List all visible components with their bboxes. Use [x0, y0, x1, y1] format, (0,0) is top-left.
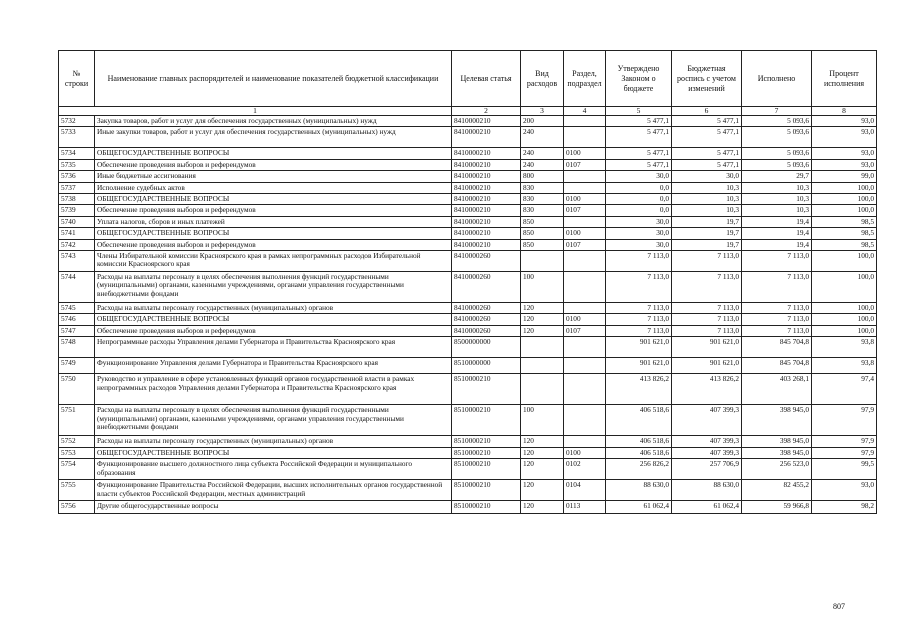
percent-cell: 100,0: [812, 314, 877, 325]
table-row: [59, 303, 877, 314]
target-article-cell: 8410000210: [452, 216, 521, 227]
approved-cell: 61 062,4: [606, 501, 672, 514]
expense-type-cell: 850: [521, 239, 564, 250]
expense-type-cell: 850: [521, 216, 564, 227]
header-section: Раздел, подраздел: [564, 51, 606, 107]
section-cell: 0107: [564, 325, 606, 336]
row-number-cell: 5738: [59, 194, 95, 205]
executed-cell: 82 455,2: [742, 480, 812, 501]
target-article-cell: 8510000210: [452, 501, 521, 514]
target-article-cell: 8510000210: [452, 447, 521, 458]
budget-list-cell: 413 826,2: [672, 374, 742, 405]
row-number-cell: 5747: [59, 325, 95, 336]
approved-cell: 406 518,6: [606, 405, 672, 436]
name-cell: Иные бюджетные ассигнования: [95, 171, 452, 182]
approved-cell: 30,0: [606, 239, 672, 250]
percent-cell: 93,8: [812, 337, 877, 358]
approved-cell: 5 477,1: [606, 159, 672, 170]
approved-cell: 0,0: [606, 182, 672, 193]
table-row: [59, 205, 877, 216]
expense-type-cell: 800: [521, 171, 564, 182]
expense-type-cell: 100: [521, 272, 564, 303]
budget-list-cell: 901 621,0: [672, 337, 742, 358]
executed-cell: 5 093,6: [742, 127, 812, 148]
expense-type-cell: 120: [521, 325, 564, 336]
name-cell: ОБЩЕГОСУДАРСТВЕННЫЕ ВОПРОСЫ: [95, 228, 452, 239]
budget-list-cell: 257 706,9: [672, 459, 742, 480]
executed-cell: 19,4: [742, 228, 812, 239]
approved-cell: 0,0: [606, 194, 672, 205]
approved-cell: 30,0: [606, 171, 672, 182]
name-cell: Другие общегосударственные вопросы: [95, 501, 452, 514]
target-article-cell: 8410000210: [452, 205, 521, 216]
percent-cell: 98,5: [812, 216, 877, 227]
header-expense-type: Вид расходов: [521, 51, 564, 107]
approved-cell: 5 477,1: [606, 116, 672, 127]
table-row: [59, 116, 877, 127]
section-cell: [564, 251, 606, 272]
name-cell: Непрограммные расходы Управления делами Губернатора и Правительства Красноярского края: [95, 337, 452, 358]
target-article-cell: 8410000210: [452, 228, 521, 239]
row-number-cell: 5741: [59, 228, 95, 239]
table-row: [59, 436, 877, 447]
budget-list-cell: 10,3: [672, 194, 742, 205]
expense-type-cell: 120: [521, 447, 564, 458]
row-number-cell: 5746: [59, 314, 95, 325]
approved-cell: 406 518,6: [606, 436, 672, 447]
expense-type-cell: 240: [521, 148, 564, 159]
name-cell: Обеспечение проведения выборов и референдумов: [95, 159, 452, 170]
column-number: 5: [606, 107, 672, 116]
percent-cell: 97,9: [812, 447, 877, 458]
table-row: [59, 228, 877, 239]
executed-cell: 7 113,0: [742, 272, 812, 303]
section-cell: 0104: [564, 480, 606, 501]
row-number-cell: 5755: [59, 480, 95, 501]
table-row: [59, 194, 877, 205]
table-row: [59, 171, 877, 182]
target-article-cell: 8510000210: [452, 374, 521, 405]
target-article-cell: 8410000210: [452, 182, 521, 193]
table-row: [59, 314, 877, 325]
executed-cell: 7 113,0: [742, 325, 812, 336]
approved-cell: 406 518,6: [606, 447, 672, 458]
row-number-cell: 5749: [59, 358, 95, 374]
expense-type-cell: [521, 337, 564, 358]
column-number: 8: [812, 107, 877, 116]
approved-cell: 7 113,0: [606, 325, 672, 336]
row-number-cell: 5735: [59, 159, 95, 170]
name-cell: Обеспечение проведения выборов и референдумов: [95, 239, 452, 250]
table-row: [59, 447, 877, 458]
section-cell: [564, 405, 606, 436]
target-article-cell: 8410000210: [452, 127, 521, 148]
name-cell: Исполнение судебных актов: [95, 182, 452, 193]
budget-list-cell: 407 399,3: [672, 405, 742, 436]
budget-list-cell: 10,3: [672, 205, 742, 216]
section-cell: [564, 337, 606, 358]
executed-cell: 398 945,0: [742, 405, 812, 436]
row-number-cell: 5754: [59, 459, 95, 480]
table-row: [59, 216, 877, 227]
table-row: [59, 272, 877, 303]
section-cell: [564, 374, 606, 405]
name-cell: Обеспечение проведения выборов и референдумов: [95, 325, 452, 336]
row-number-cell: 5745: [59, 303, 95, 314]
target-article-cell: 8510000210: [452, 405, 521, 436]
name-cell: Закупка товаров, работ и услуг для обеспечения государственных (муниципальных) нужд: [95, 116, 452, 127]
table-row: [59, 459, 877, 480]
percent-cell: 93,0: [812, 148, 877, 159]
budget-list-cell: 7 113,0: [672, 325, 742, 336]
budget-list-cell: 7 113,0: [672, 303, 742, 314]
section-cell: 0100: [564, 314, 606, 325]
target-article-cell: 8510000210: [452, 459, 521, 480]
approved-cell: 901 621,0: [606, 337, 672, 358]
table-row: [59, 159, 877, 170]
budget-list-cell: 5 477,1: [672, 127, 742, 148]
approved-cell: 413 826,2: [606, 374, 672, 405]
section-cell: [564, 116, 606, 127]
budget-list-cell: 7 113,0: [672, 314, 742, 325]
table-row: [59, 148, 877, 159]
executed-cell: 5 093,6: [742, 116, 812, 127]
name-cell: Руководство и управление в сфере установленных функций органов государственной власти в рамках непрограммных расходов Управления делами Губернатора и Правительства Красноярского края: [95, 374, 452, 405]
name-cell: Расходы на выплаты персоналу государственных (муниципальных) органов: [95, 436, 452, 447]
header-executed: Исполнено: [742, 51, 812, 107]
section-cell: [564, 358, 606, 374]
name-cell: Функционирование Правительства Российской Федерации, высших исполнительных органов государственной власти субъектов Российской Федерации, местных администраций: [95, 480, 452, 501]
target-article-cell: 8510000210: [452, 436, 521, 447]
budget-list-cell: 10,3: [672, 182, 742, 193]
header-budget-list: Бюджетная роспись с учетом изменений: [672, 51, 742, 107]
budget-list-cell: 88 630,0: [672, 480, 742, 501]
expense-type-cell: 120: [521, 459, 564, 480]
percent-cell: 100,0: [812, 251, 877, 272]
table-row: [59, 374, 877, 405]
expense-type-cell: 240: [521, 159, 564, 170]
percent-cell: 100,0: [812, 303, 877, 314]
expense-type-cell: 850: [521, 228, 564, 239]
approved-cell: 88 630,0: [606, 480, 672, 501]
table-row: [59, 405, 877, 436]
percent-cell: 98,5: [812, 228, 877, 239]
budget-list-cell: 5 477,1: [672, 159, 742, 170]
percent-cell: 100,0: [812, 325, 877, 336]
expense-type-cell: 200: [521, 116, 564, 127]
budget-list-cell: 19,7: [672, 228, 742, 239]
section-cell: 0100: [564, 228, 606, 239]
expense-type-cell: 100: [521, 405, 564, 436]
approved-cell: 7 113,0: [606, 251, 672, 272]
table-row: [59, 325, 877, 336]
target-article-cell: 8410000260: [452, 314, 521, 325]
percent-cell: 100,0: [812, 272, 877, 303]
executed-cell: 59 966,8: [742, 501, 812, 514]
budget-report-page: [58, 50, 876, 514]
section-cell: 0107: [564, 205, 606, 216]
name-cell: ОБЩЕГОСУДАРСТВЕННЫЕ ВОПРОСЫ: [95, 447, 452, 458]
row-number-cell: 5744: [59, 272, 95, 303]
percent-cell: 99,5: [812, 459, 877, 480]
table-row: [59, 239, 877, 250]
target-article-cell: 8510000000: [452, 358, 521, 374]
row-number-cell: 5756: [59, 501, 95, 514]
section-cell: [564, 303, 606, 314]
header-percent: Процент исполнения: [812, 51, 877, 107]
percent-cell: 97,4: [812, 374, 877, 405]
budget-list-cell: 61 062,4: [672, 501, 742, 514]
table-row: [59, 251, 877, 272]
executed-cell: 10,3: [742, 205, 812, 216]
row-number-cell: 5742: [59, 239, 95, 250]
budget-table: [58, 50, 877, 514]
column-number: 2: [452, 107, 521, 116]
budget-list-cell: 19,7: [672, 216, 742, 227]
percent-cell: 100,0: [812, 182, 877, 193]
table-row: [59, 127, 877, 148]
name-cell: Обеспечение проведения выборов и референдумов: [95, 205, 452, 216]
row-number-cell: 5737: [59, 182, 95, 193]
percent-cell: 98,5: [812, 239, 877, 250]
section-cell: [564, 436, 606, 447]
executed-cell: 29,7: [742, 171, 812, 182]
target-article-cell: 8410000210: [452, 116, 521, 127]
executed-cell: 398 945,0: [742, 436, 812, 447]
executed-cell: 845 704,8: [742, 358, 812, 374]
target-article-cell: 8410000260: [452, 325, 521, 336]
section-cell: 0100: [564, 194, 606, 205]
row-number-cell: 5732: [59, 116, 95, 127]
target-article-cell: 8410000210: [452, 171, 521, 182]
name-cell: ОБЩЕГОСУДАРСТВЕННЫЕ ВОПРОСЫ: [95, 194, 452, 205]
name-cell: Уплата налогов, сборов и иных платежей: [95, 216, 452, 227]
header-approved: Утверждено Законом о бюджете: [606, 51, 672, 107]
executed-cell: 845 704,8: [742, 337, 812, 358]
percent-cell: 93,0: [812, 116, 877, 127]
budget-list-cell: 7 113,0: [672, 251, 742, 272]
target-article-cell: 8410000210: [452, 194, 521, 205]
approved-cell: 5 477,1: [606, 127, 672, 148]
executed-cell: 19,4: [742, 216, 812, 227]
target-article-cell: 8410000260: [452, 272, 521, 303]
target-article-cell: 8500000000: [452, 337, 521, 358]
budget-list-cell: 19,7: [672, 239, 742, 250]
header-target-article: Целевая статья: [452, 51, 521, 107]
budget-list-cell: 5 477,1: [672, 116, 742, 127]
percent-cell: 100,0: [812, 194, 877, 205]
approved-cell: 30,0: [606, 228, 672, 239]
expense-type-cell: [521, 374, 564, 405]
name-cell: ОБЩЕГОСУДАРСТВЕННЫЕ ВОПРОСЫ: [95, 148, 452, 159]
column-number: 7: [742, 107, 812, 116]
section-cell: 0100: [564, 447, 606, 458]
executed-cell: 7 113,0: [742, 303, 812, 314]
name-cell: Члены Избирательной комиссии Красноярского края в рамках непрограммных расходов Избирательной комиссии Красноярского края: [95, 251, 452, 272]
approved-cell: 901 621,0: [606, 358, 672, 374]
row-number-cell: 5752: [59, 436, 95, 447]
row-number-cell: 5751: [59, 405, 95, 436]
table-row: [59, 480, 877, 501]
section-cell: 0107: [564, 159, 606, 170]
approved-cell: 30,0: [606, 216, 672, 227]
table-row: [59, 182, 877, 193]
section-cell: [564, 127, 606, 148]
table-row: [59, 337, 877, 358]
row-number-cell: 5733: [59, 127, 95, 148]
expense-type-cell: 120: [521, 436, 564, 447]
percent-cell: 97,9: [812, 436, 877, 447]
table-row: [59, 358, 877, 374]
row-number-cell: 5750: [59, 374, 95, 405]
column-number: 4: [564, 107, 606, 116]
budget-list-cell: 901 621,0: [672, 358, 742, 374]
name-cell: Расходы на выплаты персоналу в целях обеспечения выполнения функций государственными (муниципальными) органами, казенными учреждениями, органами управления государственными внебюджетными фондами: [95, 405, 452, 436]
executed-cell: 256 523,0: [742, 459, 812, 480]
page-number: 807: [833, 602, 845, 611]
expense-type-cell: 830: [521, 194, 564, 205]
executed-cell: 5 093,6: [742, 148, 812, 159]
approved-cell: 7 113,0: [606, 303, 672, 314]
section-cell: 0102: [564, 459, 606, 480]
section-cell: 0100: [564, 148, 606, 159]
expense-type-cell: [521, 251, 564, 272]
column-number: 6: [672, 107, 742, 116]
expense-type-cell: 830: [521, 205, 564, 216]
percent-cell: 97,9: [812, 405, 877, 436]
row-number-cell: 5753: [59, 447, 95, 458]
target-article-cell: 8510000210: [452, 480, 521, 501]
expense-type-cell: 120: [521, 314, 564, 325]
section-cell: [564, 216, 606, 227]
percent-cell: 93,0: [812, 127, 877, 148]
executed-cell: 403 268,1: [742, 374, 812, 405]
executed-cell: 7 113,0: [742, 251, 812, 272]
executed-cell: 7 113,0: [742, 314, 812, 325]
budget-list-cell: 5 477,1: [672, 148, 742, 159]
name-cell: Функционирование Управления делами Губернатора и Правительства Красноярского края: [95, 358, 452, 374]
approved-cell: 0,0: [606, 205, 672, 216]
percent-cell: 93,0: [812, 480, 877, 501]
approved-cell: 7 113,0: [606, 272, 672, 303]
section-cell: 0113: [564, 501, 606, 514]
approved-cell: 5 477,1: [606, 148, 672, 159]
header-name: Наименование главных распорядителей и наименование показателей бюджетной классификации: [95, 51, 452, 107]
column-number: 1: [59, 107, 452, 116]
row-number-cell: 5739: [59, 205, 95, 216]
section-cell: [564, 272, 606, 303]
row-number-cell: 5736: [59, 171, 95, 182]
target-article-cell: 8410000210: [452, 148, 521, 159]
table-header-row: [59, 51, 877, 107]
expense-type-cell: 120: [521, 480, 564, 501]
percent-cell: 99,0: [812, 171, 877, 182]
executed-cell: 10,3: [742, 182, 812, 193]
executed-cell: 398 945,0: [742, 447, 812, 458]
section-cell: [564, 171, 606, 182]
table-row: [59, 501, 877, 514]
expense-type-cell: 240: [521, 127, 564, 148]
name-cell: ОБЩЕГОСУДАРСТВЕННЫЕ ВОПРОСЫ: [95, 314, 452, 325]
budget-list-cell: 407 399,3: [672, 447, 742, 458]
approved-cell: 7 113,0: [606, 314, 672, 325]
expense-type-cell: 120: [521, 303, 564, 314]
expense-type-cell: 830: [521, 182, 564, 193]
expense-type-cell: 120: [521, 501, 564, 514]
percent-cell: 100,0: [812, 205, 877, 216]
section-cell: [564, 182, 606, 193]
target-article-cell: 8410000260: [452, 251, 521, 272]
header-row-number: № строки: [59, 51, 95, 107]
target-article-cell: 8410000260: [452, 303, 521, 314]
name-cell: Иные закупки товаров, работ и услуг для обеспечения государственных (муниципальных) нужд: [95, 127, 452, 148]
approved-cell: 256 826,2: [606, 459, 672, 480]
column-number-row: [59, 107, 877, 116]
name-cell: Расходы на выплаты персоналу государственных (муниципальных) органов: [95, 303, 452, 314]
budget-list-cell: 407 399,3: [672, 436, 742, 447]
percent-cell: 93,0: [812, 159, 877, 170]
executed-cell: 5 093,6: [742, 159, 812, 170]
executed-cell: 19,4: [742, 239, 812, 250]
row-number-cell: 5748: [59, 337, 95, 358]
percent-cell: 93,8: [812, 358, 877, 374]
name-cell: Функционирование высшего должностного лица субъекта Российской Федерации и муниципального образования: [95, 459, 452, 480]
budget-list-cell: 7 113,0: [672, 272, 742, 303]
column-number: 3: [521, 107, 564, 116]
target-article-cell: 8410000210: [452, 239, 521, 250]
executed-cell: 10,3: [742, 194, 812, 205]
row-number-cell: 5734: [59, 148, 95, 159]
target-article-cell: 8410000210: [452, 159, 521, 170]
budget-list-cell: 30,0: [672, 171, 742, 182]
section-cell: 0107: [564, 239, 606, 250]
percent-cell: 98,2: [812, 501, 877, 514]
expense-type-cell: [521, 358, 564, 374]
row-number-cell: 5740: [59, 216, 95, 227]
row-number-cell: 5743: [59, 251, 95, 272]
name-cell: Расходы на выплаты персоналу в целях обеспечения выполнения функций государственными (муниципальными) органами, казенными учреждениями, органами управления государственными внебюджетными фондами: [95, 272, 452, 303]
